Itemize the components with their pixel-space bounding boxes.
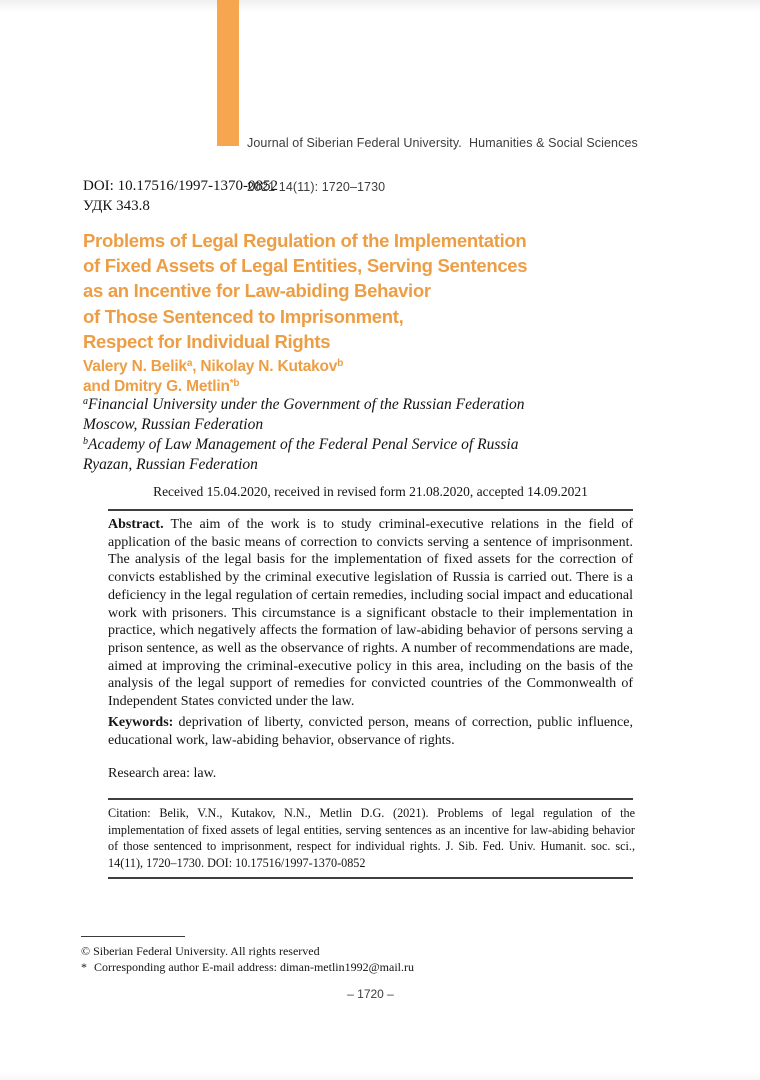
author-name: , Nikolay N. Kutakov [192,358,338,375]
affiliation-line [83,435,643,455]
affiliations-block [83,395,643,475]
footer-block [81,944,621,976]
article-title-line: Problems of Legal Regulation of the Implementation [83,230,527,251]
authors-line-2 [83,377,643,397]
keywords-text: deprivation of liberty, convicted person, means of correction, public influence, educational work, law-abiding behavior, observance of rights. [108,715,633,748]
page-number: – 1720 – [347,987,394,1001]
affiliation-line [83,395,643,415]
article-meta [83,177,278,216]
corresponding-author-text: Corresponding author E-mail address: diman-metlin1992@mail.ru [94,959,414,974]
article-title-line: as an Incentive for Law-abiding Behavior [83,280,431,302]
citation-rule-top [108,798,633,800]
article-title-line: of Fixed Assets of Legal Entities, Serving Sentences [83,255,528,277]
received-dates-line: Received 15.04.2020, received in revised form 21.08.2020, accepted 14.09.2021 [153,484,588,499]
affiliation-text: Financial University under the Government of the Russian Federation [88,396,525,413]
abstract-text: The aim of the work is to study criminal-executive relations in the field of application of the basic means of correction to convicts serving a sentence of imprisonment. The analysis of the legal basis for the implementation of fixed assets for the correction of convicts established by the criminal executive legislation of Russia is carried out. There is a deficiency in the legal regulation of certain remedies, including social impact and educational work with prisoners. This circumstance is a significant obstacle to their implementation in practice, which negatively affects the formation of law-abiding behavior of persons serving a prison sentence, as well as the observance of rights. A number of recommendations are made, aimed at improving the criminal-executive policy in this area, including on the basis of the analysis of the legal support of remedies for convicted countries of the Commonwealth of Independent States convicted under the law. [108,517,633,710]
article-title-line: of Those Sentenced to Imprisonment, [83,305,404,327]
authors-block [83,357,643,397]
journal-accent-bar [217,0,239,146]
doi-line: DOI: 10.17516/1997-1370-0852 [83,178,278,194]
journal-issue: 2021 14(11): 1720–1730 [247,179,386,194]
author-affiliation-superscript: b [337,358,344,369]
affiliation-text: Academy of Law Management of the Federal Penal Service of Russia [88,436,519,453]
footnote-rule [81,936,185,937]
affiliation-superscript: a [83,396,88,407]
corresponding-author-line [81,960,621,976]
author-name: and Dmitry G. Metlin [83,378,230,395]
keywords-label: Keywords: [108,715,174,730]
article-title [83,228,648,354]
affiliation-line: Moscow, Russian Federation [83,416,264,433]
journal-header [247,107,638,223]
affiliation-line: Ryazan, Russian Federation [83,456,258,473]
article-title-line: Respect for Individual Rights [83,330,331,352]
citation-paragraph: Citation: Belik, V.N., Kutakov, N.N., Metlin D.G. (2021). Problems of legal regulation of the implementation of fixed assets of legal entities, serving sentences as an incentive for law-abiding behavior of those sentenced to imprisonment, respect for individual rights. J. Sib. Fed. Univ. Humanit. soc. sci., 14(11), 1720–1730. DOI: 10.17516/1997-1370-0852 [108,806,635,870]
keywords-paragraph [108,714,633,750]
abstract-paragraph [108,516,633,711]
footnote-asterisk: * [81,959,87,974]
author-name: Valery N. Belik [83,358,187,375]
author-affiliation-superscript: *b [229,378,240,389]
citation-rule-bottom [108,877,633,879]
journal-name: Journal of Siberian Federal University. Humanities & Social Sciences [247,136,638,150]
udk-line: УДК 343.8 [83,197,150,214]
abstract-label: Abstract. [108,517,164,532]
author-affiliation-superscript: a [186,358,193,369]
copyright-line: © Siberian Federal University. All rights reserved [81,944,320,958]
authors-line-1 [83,357,643,377]
research-area-line: Research area: law. [108,766,217,781]
affiliation-superscript: b [83,436,88,447]
divider-rule-top [108,509,633,511]
